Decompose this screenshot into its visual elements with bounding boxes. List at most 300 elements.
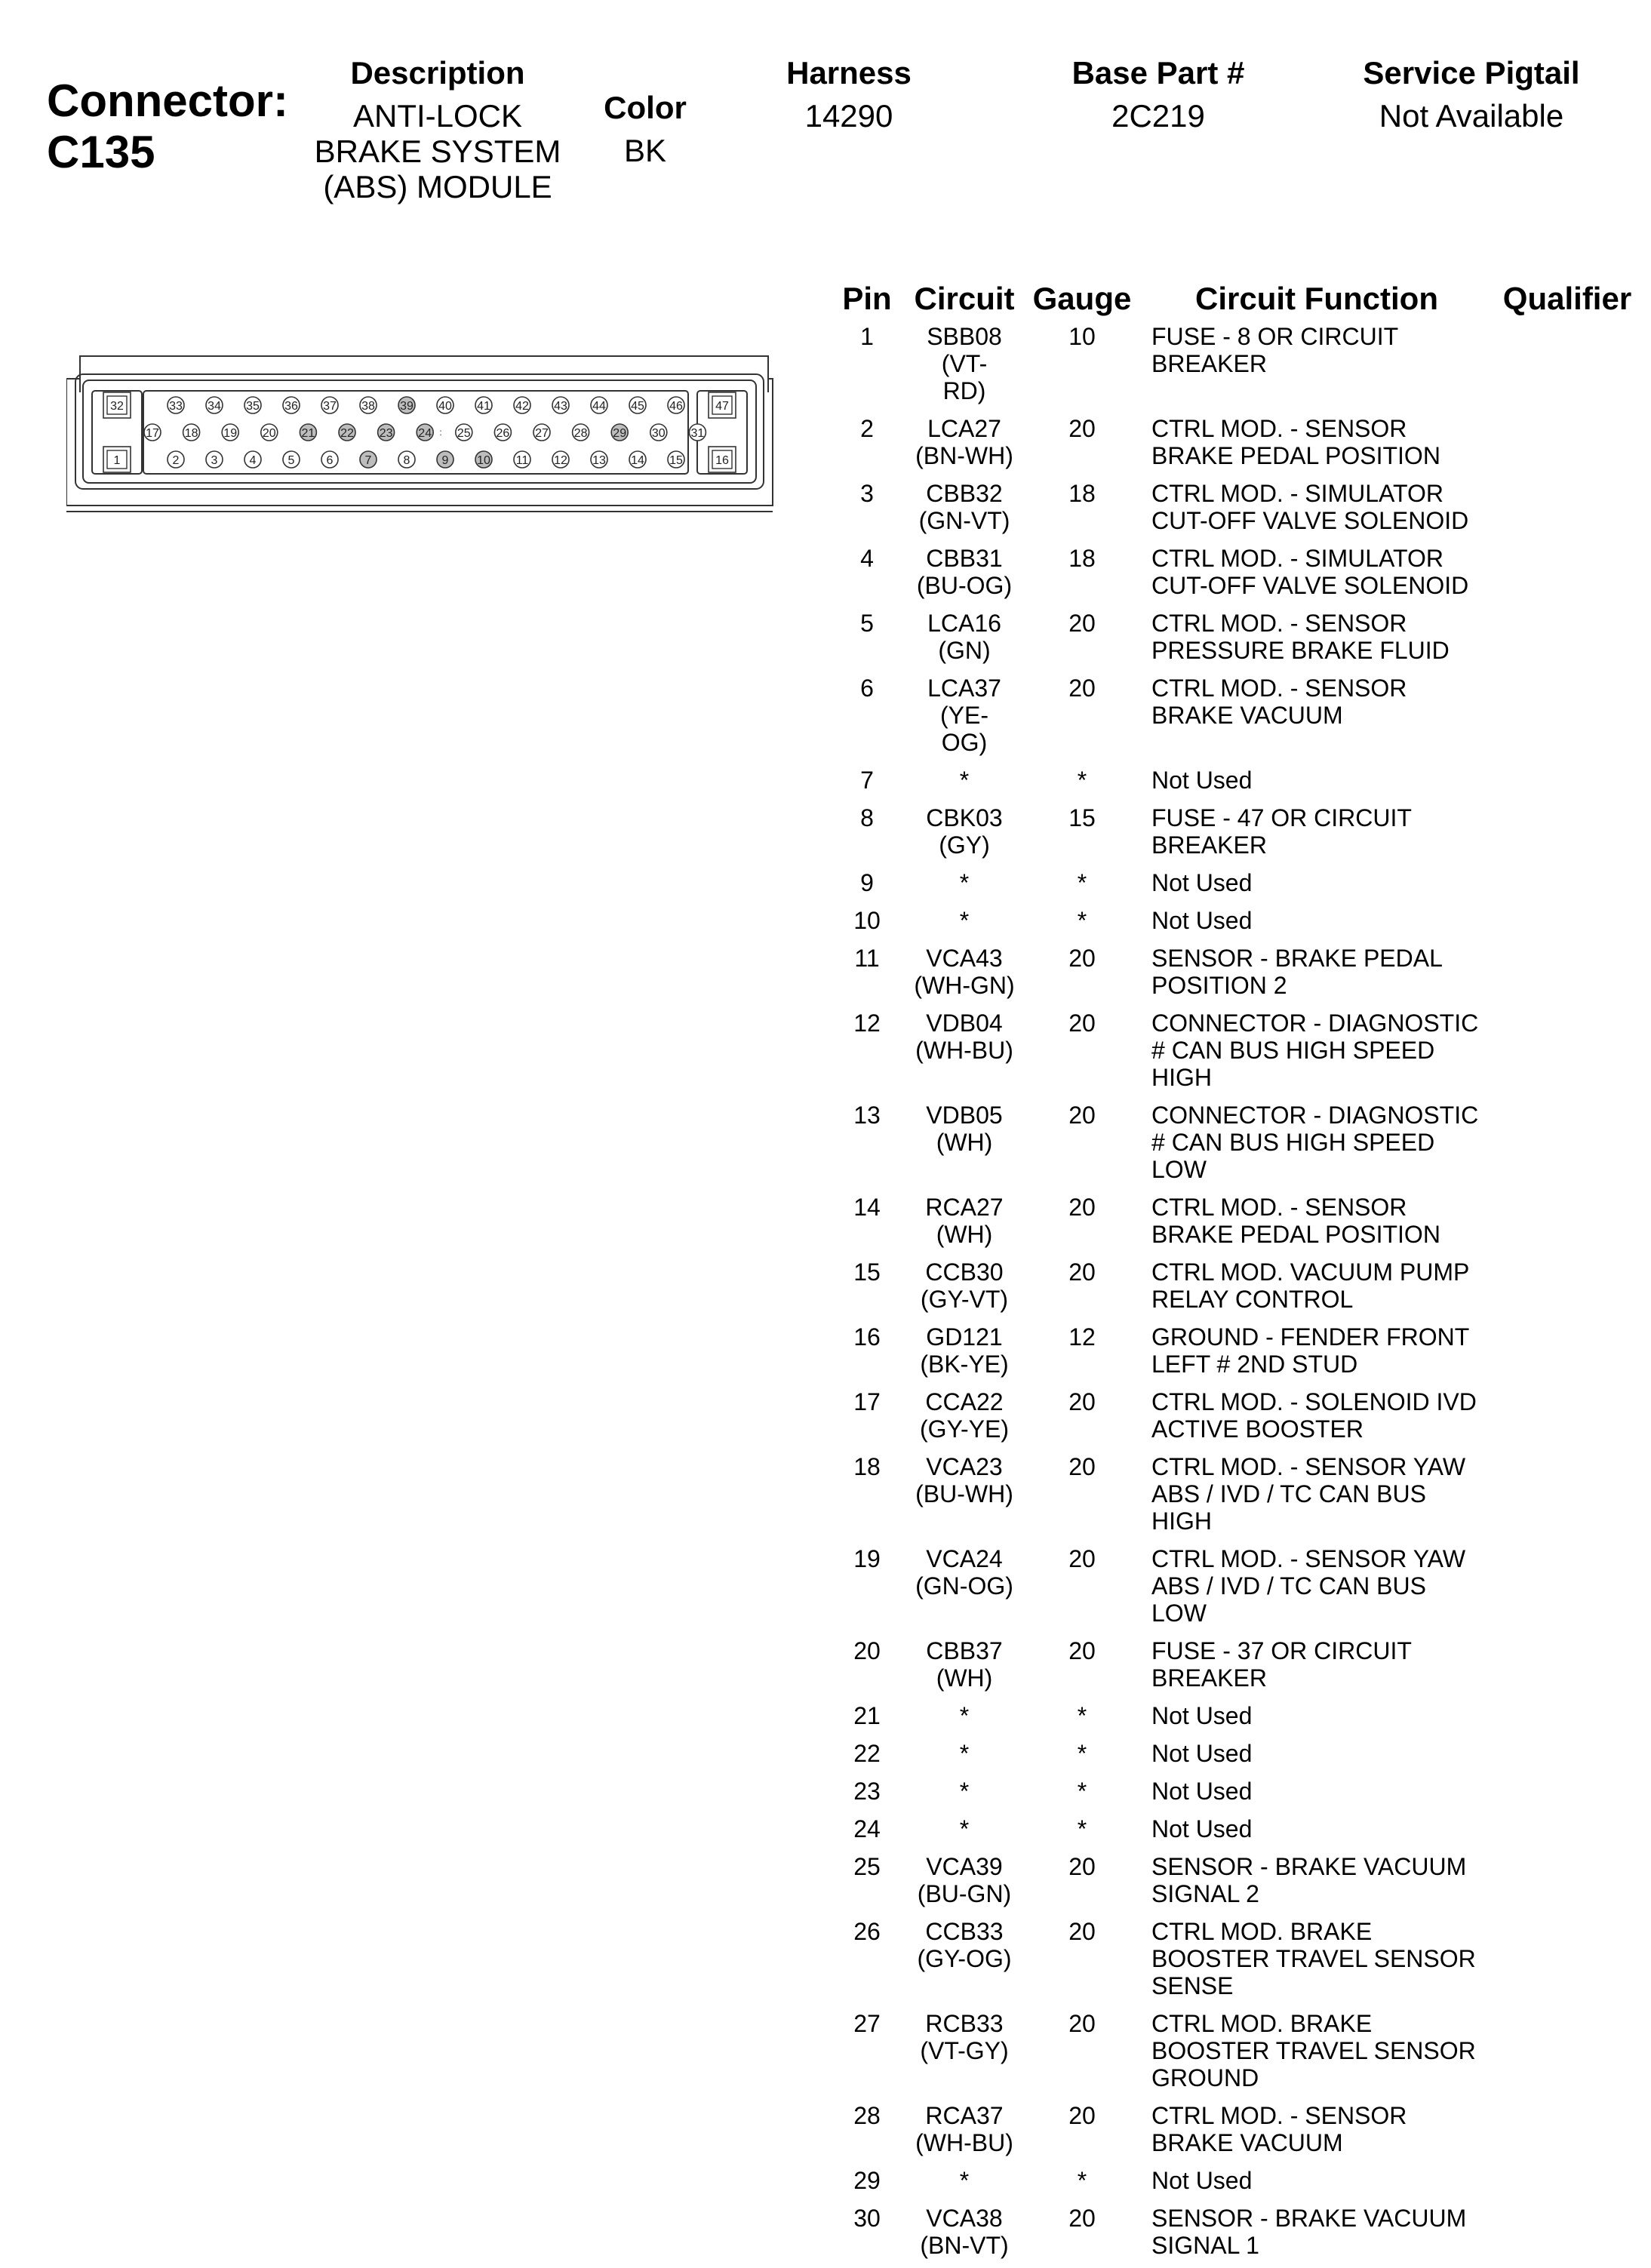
pin-number [830, 1257, 904, 1322]
circuit-function-text: Not Used [1151, 767, 1253, 794]
wire-gauge-text: * [1077, 767, 1087, 794]
circuit-function [1139, 413, 1494, 478]
circuit-function-text: Not Used [1151, 1778, 1253, 1805]
pin-label: 29 [613, 427, 627, 440]
wire-gauge-text: 20 [1068, 1258, 1096, 1286]
pin-41 [475, 397, 492, 413]
table-row [830, 2008, 1640, 2101]
table-row [830, 1322, 1640, 1387]
circuit-function [1139, 2165, 1494, 2203]
qualifier [1494, 543, 1640, 608]
circuit-code [904, 868, 1025, 905]
wire-gauge-text: 15 [1068, 804, 1096, 831]
wire-gauge [1025, 608, 1139, 673]
color-column [585, 89, 706, 168]
wire-gauge-text: 10 [1068, 323, 1096, 350]
wire-gauge [1025, 905, 1139, 943]
pin-17 [144, 424, 161, 441]
circuit-code-text: * [959, 1778, 970, 1805]
circuit-function [1139, 1852, 1494, 1916]
pin-9 [437, 451, 453, 468]
pin-3 [206, 451, 223, 468]
table-row [830, 1916, 1640, 2008]
wire-gauge-text: * [1077, 907, 1087, 934]
circuit-code [904, 2008, 1025, 2101]
wire-gauge [1025, 1852, 1139, 1916]
pin-number-text: 5 [860, 610, 874, 637]
circuit-function-text: Not Used [1151, 1740, 1253, 1767]
qualifier [1494, 1814, 1640, 1852]
wire-gauge [1025, 803, 1139, 868]
wire-gauge [1025, 943, 1139, 1008]
circuit-code-text: CBB32 (GN-VT) [918, 480, 1010, 534]
pin-30 [650, 424, 667, 441]
pin-label: 1 [113, 454, 121, 467]
pin-19 [222, 424, 238, 441]
wire-gauge-text: * [1077, 1740, 1087, 1767]
pin-46 [668, 397, 684, 413]
circuit-function [1139, 2203, 1494, 2268]
wire-gauge [1025, 1701, 1139, 1738]
table-row [830, 943, 1640, 1008]
color-label: Color [604, 90, 687, 125]
circuit-function [1139, 1008, 1494, 1100]
circuit-code [904, 765, 1025, 803]
circuit-code-text: LCA37 (YE- OG) [927, 675, 1001, 756]
circuit-code-text: * [959, 767, 970, 794]
circuit-function [1139, 2008, 1494, 2101]
circuit-function-text: CONNECTOR - DIAGNOSTIC # CAN BUS HIGH SPEED LOW [1151, 1102, 1479, 1183]
circuit-code [904, 1738, 1025, 1776]
pin-number-text: 4 [860, 545, 874, 572]
harness-column [762, 54, 936, 134]
pin-number-text: 29 [853, 2167, 881, 2194]
circuit-code-text: VCA24 (GN-OG) [915, 1545, 1013, 1600]
pin-label: 34 [208, 400, 221, 413]
pin-number-text: 19 [853, 1545, 881, 1572]
table-row [830, 1100, 1640, 1192]
pin-number [830, 1192, 904, 1257]
pin-6 [321, 451, 338, 468]
pin-label: 13 [592, 454, 606, 467]
circuit-function-text: CTRL MOD. BRAKE BOOSTER TRAVEL SENSOR SENSE [1151, 1918, 1476, 1999]
circuit-function-text: Not Used [1151, 907, 1253, 934]
circuit-function [1139, 321, 1494, 413]
table-row [830, 413, 1640, 478]
circuit-function [1139, 1452, 1494, 1544]
pin-43 [552, 397, 569, 413]
pin-40 [437, 397, 453, 413]
circuit-code-text: VCA38 (BN-VT) [920, 2205, 1009, 2259]
pin-label: 47 [715, 400, 729, 413]
wire-gauge [1025, 868, 1139, 905]
pin-label: 30 [651, 427, 666, 440]
circuit-code [904, 478, 1025, 543]
pin-number-text: 18 [853, 1453, 881, 1480]
pin-label: 39 [400, 400, 414, 413]
circuit-function [1139, 478, 1494, 543]
circuit-function-text: Not Used [1151, 1702, 1253, 1729]
table-row [830, 1544, 1640, 1636]
circuit-function [1139, 1776, 1494, 1814]
pin-22 [339, 424, 355, 441]
circuit-function [1139, 2101, 1494, 2165]
pin-number-text: 12 [853, 1010, 881, 1037]
wire-gauge [1025, 1776, 1139, 1814]
circuit-code-text: GD121 (BK-YE) [920, 1323, 1009, 1378]
table-row [830, 1192, 1640, 1257]
circuit-code-text: VDB04 (WH-BU) [915, 1010, 1013, 1064]
wire-gauge-text: * [1077, 1702, 1087, 1729]
harness-value: 14290 [804, 98, 893, 134]
qualifier [1494, 765, 1640, 803]
pin-number-text: 6 [860, 675, 874, 702]
qualifier [1494, 1192, 1640, 1257]
circuit-code [904, 1322, 1025, 1387]
pin-label: 44 [592, 400, 606, 413]
pin-label: 16 [715, 454, 729, 467]
circuit-code-text: LCA16 (GN) [927, 610, 1001, 664]
pin-label: 21 [301, 427, 315, 440]
pin-label: 7 [364, 454, 372, 467]
pin-number [830, 478, 904, 543]
pin-number [830, 1636, 904, 1701]
pin-number-text: 14 [853, 1194, 881, 1221]
circuit-code [904, 1544, 1025, 1636]
service-pigtail-value: Not Available [1379, 98, 1564, 134]
pin-number [830, 943, 904, 1008]
circuit-function [1139, 1701, 1494, 1738]
column-header-pin: Pin [842, 281, 892, 316]
pin-38 [360, 397, 377, 413]
pin-number [830, 608, 904, 673]
circuit-function-text: FUSE - 47 OR CIRCUIT BREAKER [1151, 804, 1412, 859]
circuit-code [904, 1257, 1025, 1322]
circuit-code-text: RCB33 (VT-GY) [920, 2010, 1009, 2064]
qualifier [1494, 1100, 1640, 1192]
circuit-code-text: CCB30 (GY-VT) [920, 1258, 1009, 1313]
connector-title [47, 75, 288, 178]
wire-gauge-text: 20 [1068, 1637, 1096, 1664]
table-row [830, 1636, 1640, 1701]
circuit-function [1139, 1738, 1494, 1776]
pin-label: 38 [361, 400, 375, 413]
wire-gauge-text: 20 [1068, 1010, 1096, 1037]
pin-number [830, 1452, 904, 1544]
pin-number-text: 17 [853, 1388, 881, 1415]
pin-1 [103, 447, 131, 472]
wire-gauge [1025, 321, 1139, 413]
wire-gauge-text: 20 [1068, 1545, 1096, 1572]
pin-label: 33 [169, 400, 183, 413]
circuit-function-text: CTRL MOD. - SOLENOID IVD ACTIVE BOOSTER [1151, 1388, 1477, 1443]
pin-label: 40 [438, 400, 452, 413]
table-row [830, 1776, 1640, 1814]
wire-gauge [1025, 478, 1139, 543]
wire-gauge [1025, 2203, 1139, 2268]
wire-gauge [1025, 1008, 1139, 1100]
qualifier [1494, 1776, 1640, 1814]
pin-2 [168, 451, 184, 468]
circuit-function [1139, 1814, 1494, 1852]
pin-32 [103, 392, 131, 418]
pin-31 [689, 424, 706, 441]
circuit-function-text: SENSOR - BRAKE PEDAL POSITION 2 [1151, 945, 1443, 999]
pin-label: 11 [515, 454, 529, 467]
wire-gauge [1025, 1916, 1139, 2008]
table-row [830, 1814, 1640, 1852]
pin-table-header [830, 281, 1640, 321]
wire-gauge-text: * [1077, 1815, 1087, 1842]
circuit-code [904, 943, 1025, 1008]
pin-number-text: 1 [860, 323, 874, 350]
circuit-function-text: FUSE - 37 OR CIRCUIT BREAKER [1151, 1637, 1412, 1692]
pin-21 [300, 424, 316, 441]
pin-label: 4 [249, 454, 257, 467]
pin-label: 15 [669, 454, 683, 467]
pin-table-body [830, 321, 1640, 2268]
pin-39 [398, 397, 415, 413]
circuit-function-text: CTRL MOD. BRAKE BOOSTER TRAVEL SENSOR GROUND [1151, 2010, 1476, 2091]
wire-gauge [1025, 1452, 1139, 1544]
pin-number [830, 905, 904, 943]
pin-number [830, 868, 904, 905]
circuit-code [904, 1916, 1025, 2008]
pin-13 [591, 451, 607, 468]
circuit-function [1139, 673, 1494, 765]
pin-label: 18 [184, 427, 198, 440]
pin-4 [244, 451, 261, 468]
wire-gauge-text: 18 [1068, 545, 1096, 572]
qualifier [1494, 803, 1640, 868]
circuit-function [1139, 943, 1494, 1008]
table-row [830, 2101, 1640, 2165]
pin-label: 12 [554, 454, 567, 467]
wire-gauge [1025, 1387, 1139, 1452]
circuit-code [904, 2101, 1025, 2165]
pin-label: 2 [172, 454, 180, 467]
pin-number-text: 21 [853, 1702, 881, 1729]
pin-label: 35 [246, 400, 260, 413]
circuit-code [904, 1852, 1025, 1916]
wire-gauge [1025, 2101, 1139, 2165]
table-row [830, 2203, 1640, 2268]
table-row [830, 1387, 1640, 1452]
pin-8 [398, 451, 415, 468]
pin-label: 41 [477, 400, 490, 413]
pin-number [830, 2165, 904, 2203]
circuit-code-text: * [959, 1702, 970, 1729]
pin-number-text: 7 [860, 767, 874, 794]
wire-gauge-text: 20 [1068, 1194, 1096, 1221]
pin-number-text: 24 [853, 1815, 881, 1842]
table-row [830, 905, 1640, 943]
qualifier [1494, 1322, 1640, 1387]
connector-id: C135 [47, 127, 155, 177]
circuit-function [1139, 608, 1494, 673]
wire-gauge [1025, 673, 1139, 765]
circuit-code-text: * [959, 1740, 970, 1767]
qualifier [1494, 943, 1640, 1008]
pin-14 [629, 451, 646, 468]
pin-24 [417, 424, 433, 441]
circuit-code [904, 673, 1025, 765]
circuit-code-text: VDB05 (WH) [926, 1102, 1003, 1156]
qualifier [1494, 608, 1640, 673]
connector-face-diagram [66, 347, 776, 521]
pin-47 [709, 392, 736, 418]
qualifier [1494, 321, 1640, 413]
circuit-function-text: Not Used [1151, 1815, 1253, 1842]
pin-16 [709, 447, 736, 472]
qualifier [1494, 1544, 1640, 1636]
circuit-function [1139, 868, 1494, 905]
base-part-value: 2C219 [1111, 98, 1205, 134]
wire-gauge-text: 20 [1068, 1853, 1096, 1880]
column-header-gauge: Gauge [1032, 281, 1132, 316]
pin-number-text: 28 [853, 2102, 881, 2129]
column-header-circuit: Circuit [914, 281, 1015, 316]
pin-number [830, 803, 904, 868]
circuit-code-text: VCA23 (BU-WH) [915, 1453, 1013, 1507]
circuit-function-text: Not Used [1151, 2167, 1253, 2194]
circuit-code [904, 803, 1025, 868]
pin-11 [514, 451, 530, 468]
base-part-column [1045, 54, 1271, 134]
pin-label: 31 [690, 427, 705, 440]
circuit-function [1139, 1100, 1494, 1192]
qualifier [1494, 2165, 1640, 2203]
pin-label: 20 [262, 427, 276, 440]
wire-gauge [1025, 1738, 1139, 1776]
pin-number-text: 22 [853, 1740, 881, 1767]
pin-label: 28 [573, 427, 588, 440]
pin-26 [494, 424, 511, 441]
pin-number [830, 1100, 904, 1192]
wire-gauge [1025, 1322, 1139, 1387]
wire-gauge [1025, 413, 1139, 478]
pin-44 [591, 397, 607, 413]
pin-label: 19 [223, 427, 238, 440]
pin-number-text: 27 [853, 2010, 881, 2037]
circuit-function [1139, 1387, 1494, 1452]
table-row [830, 1008, 1640, 1100]
pin-number-text: 20 [853, 1637, 881, 1664]
pin-number-text: 26 [853, 1918, 881, 1945]
pin-number-text: 8 [860, 804, 874, 831]
pin-number [830, 413, 904, 478]
qualifier [1494, 2101, 1640, 2165]
circuit-function-text: CTRL MOD. - SENSOR BRAKE PEDAL POSITION [1151, 1194, 1440, 1248]
pin-5 [283, 451, 300, 468]
table-row [830, 543, 1640, 608]
circuit-code [904, 321, 1025, 413]
wire-gauge-text: 20 [1068, 675, 1096, 702]
qualifier [1494, 478, 1640, 543]
qualifier [1494, 905, 1640, 943]
color-value: BK [623, 133, 667, 168]
wire-gauge-text: 20 [1068, 2205, 1096, 2232]
description-label: Description [350, 55, 525, 91]
pin-label: 24 [418, 427, 432, 440]
column-header-circuit-function: Circuit Function [1195, 281, 1438, 316]
pin-label: 22 [340, 427, 354, 440]
wire-gauge-text: 20 [1068, 1453, 1096, 1480]
description-column [298, 54, 577, 204]
pin-number-text: 3 [860, 480, 874, 507]
pin-number [830, 673, 904, 765]
wire-gauge-text: 18 [1068, 480, 1096, 507]
wire-gauge [1025, 765, 1139, 803]
pin-number-text: 25 [853, 1853, 881, 1880]
pin-37 [321, 397, 338, 413]
wire-gauge-text: 20 [1068, 415, 1096, 442]
pin-label: 3 [211, 454, 218, 467]
circuit-function-text: CONNECTOR - DIAGNOSTIC # CAN BUS HIGH SPEED HIGH [1151, 1010, 1479, 1091]
circuit-function [1139, 803, 1494, 868]
circuit-function-text: FUSE - 8 OR CIRCUIT BREAKER [1151, 323, 1399, 377]
pin-label: 5 [287, 454, 295, 467]
circuit-function-text: CTRL MOD. - SENSOR BRAKE PEDAL POSITION [1151, 415, 1440, 469]
qualifier [1494, 1008, 1640, 1100]
circuit-function-text: GROUND - FENDER FRONT LEFT # 2ND STUD [1151, 1323, 1470, 1378]
wire-gauge-text: 12 [1068, 1323, 1096, 1351]
pin-number [830, 2101, 904, 2165]
pin-number [830, 765, 904, 803]
pin-number-text: 16 [853, 1323, 881, 1351]
qualifier [1494, 1452, 1640, 1544]
circuit-function [1139, 1192, 1494, 1257]
wire-gauge [1025, 1257, 1139, 1322]
pin-number [830, 1387, 904, 1452]
pin-label: 8 [403, 454, 410, 467]
qualifier [1494, 1852, 1640, 1916]
circuit-code [904, 608, 1025, 673]
harness-label: Harness [786, 55, 912, 91]
table-row [830, 673, 1640, 765]
qualifier [1494, 2203, 1640, 2268]
circuit-code [904, 1192, 1025, 1257]
qualifier [1494, 1387, 1640, 1452]
qualifier [1494, 2008, 1640, 2101]
circuit-code [904, 1636, 1025, 1701]
circuit-code [904, 2203, 1025, 2268]
pin-7 [360, 451, 377, 468]
circuit-code [904, 1100, 1025, 1192]
circuit-code-text: CBK03 (GY) [926, 804, 1003, 859]
pin-20 [261, 424, 278, 441]
wire-gauge-text: 20 [1068, 945, 1096, 972]
pin-label: 43 [554, 400, 567, 413]
circuit-code [904, 1008, 1025, 1100]
pin-label: 32 [110, 400, 124, 413]
wire-gauge-text: 20 [1068, 1388, 1096, 1415]
circuit-function-text: CTRL MOD. - SENSOR BRAKE VACUUM [1151, 2102, 1407, 2156]
pin-number-text: 11 [854, 945, 880, 972]
pin-27 [533, 424, 550, 441]
qualifier [1494, 1916, 1640, 2008]
wire-gauge-text: * [1077, 2167, 1087, 2194]
pin-number [830, 321, 904, 413]
pin-number-text: 2 [860, 415, 874, 442]
pin-number [830, 2203, 904, 2268]
circuit-code [904, 1387, 1025, 1452]
wire-gauge-text: 20 [1068, 1918, 1096, 1945]
wire-gauge [1025, 1814, 1139, 1852]
circuit-code-text: VCA43 (WH-GN) [914, 945, 1015, 999]
wire-gauge [1025, 1192, 1139, 1257]
circuit-code [904, 2165, 1025, 2203]
